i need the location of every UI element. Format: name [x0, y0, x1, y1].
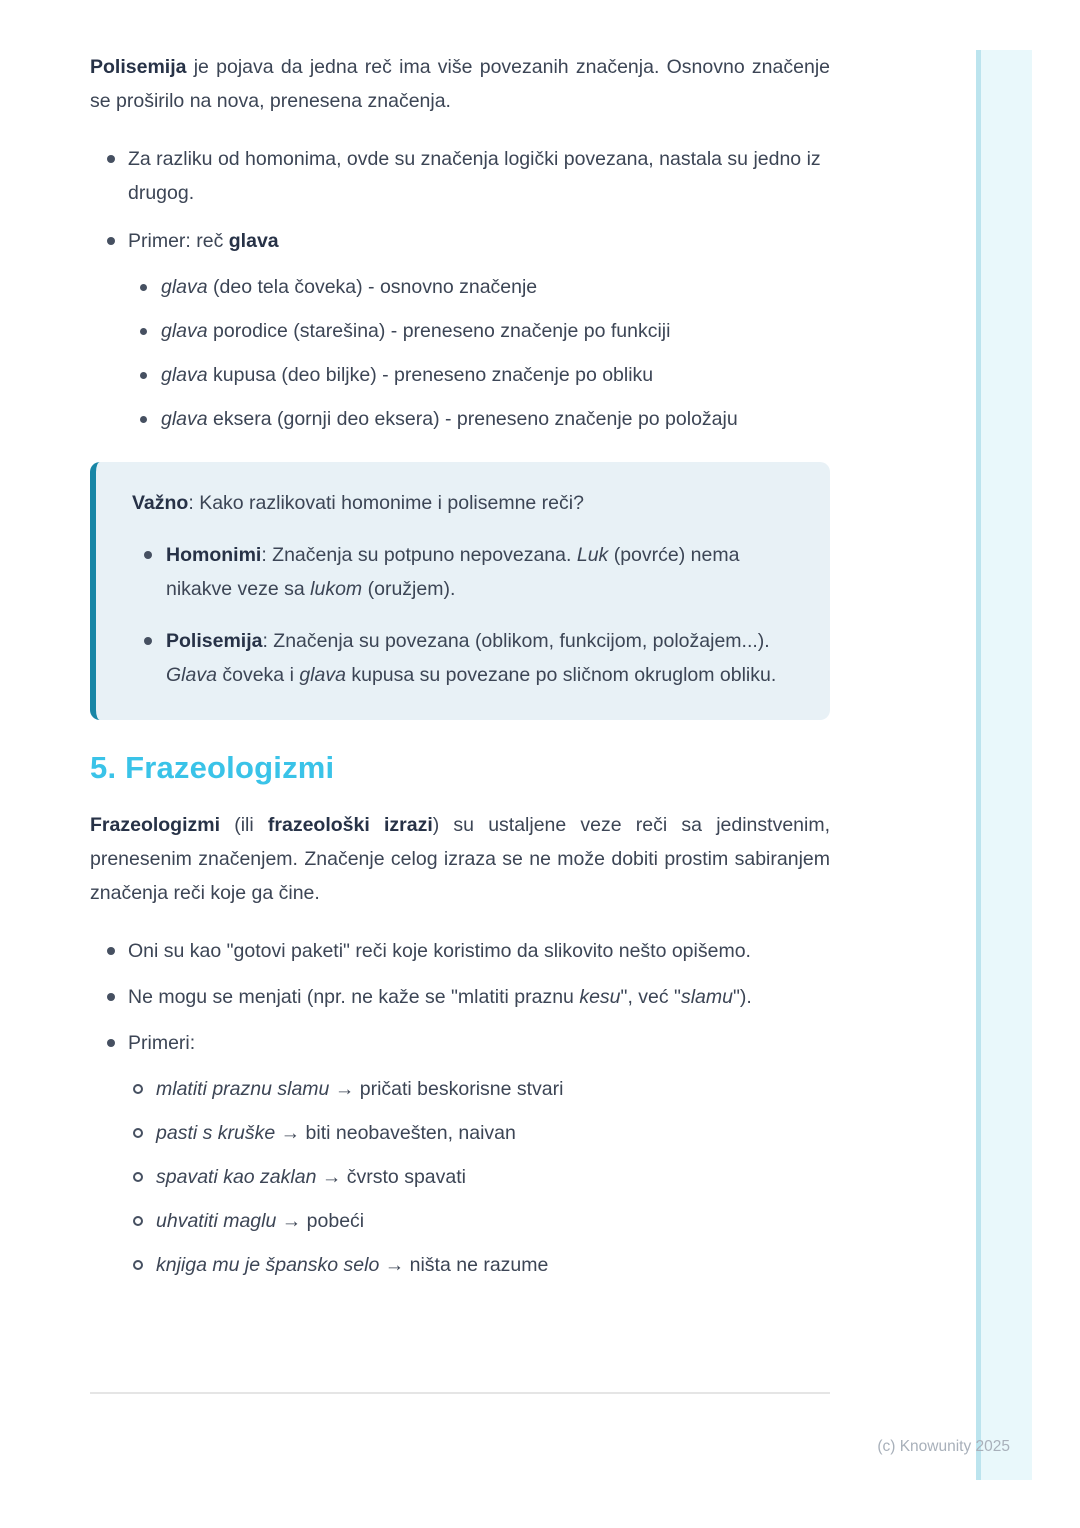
- list-item: [90, 224, 830, 258]
- list-item: [90, 1072, 830, 1106]
- bullet-icon: [144, 637, 152, 645]
- bullet-icon: [107, 1039, 115, 1047]
- list-item: [90, 358, 830, 392]
- callout-title: Važno: Kako razlikovati homonime i polisemne reči?: [132, 492, 584, 514]
- circle-bullet-icon: [133, 1216, 143, 1226]
- list-item: [90, 314, 830, 348]
- circle-bullet-icon: [133, 1172, 143, 1182]
- list-item-text: Primer: reč glava: [128, 230, 279, 252]
- list-item-text: Polisemija: Značenja su povezana (oblikom, funkcijom, položajem...). Glava čoveka i glava kupusa su povezane po sličnom okruglom obliku.: [166, 630, 777, 686]
- bullet-icon: [107, 155, 115, 163]
- list-item-text: glava porodice (starešina) - preneseno značenje po funkciji: [161, 320, 671, 342]
- list-item-text: glava kupusa (deo biljke) - preneseno značenje po obliku: [161, 364, 654, 386]
- list-item-text: uhvatiti maglu → pobeći: [156, 1210, 365, 1232]
- bullet-icon: [107, 993, 115, 1001]
- bullet-icon: [107, 947, 115, 955]
- list-item-text: spavati kao zaklan → čvrsto spavati: [156, 1166, 466, 1188]
- list-item-text: pasti s kruške → biti neobavešten, naivan: [156, 1122, 516, 1144]
- bullet-icon: [107, 237, 115, 245]
- intro-list: [90, 142, 830, 436]
- section-paragraph: Frazeologizmi (ili frazeološki izrazi) su ustaljene veze reči sa jedinstvenim, prenesenim značenjem. Značenje celog izraza se ne može dobiti prostim sabiranjem značenja reči koje ga čine.: [90, 814, 830, 904]
- bullet-icon: [140, 416, 147, 423]
- list-item-text: Oni su kao "gotovi paketi" reči koje koristimo da slikovito nešto opišemo.: [128, 940, 751, 962]
- bullet-icon: [140, 328, 147, 335]
- circle-bullet-icon: [133, 1260, 143, 1270]
- list-item-text: mlatiti praznu slamu → pričati beskorisne stvari: [156, 1078, 564, 1100]
- document-page: [90, 0, 830, 1282]
- footer-copyright: (c) Knowunity 2025: [877, 1438, 1010, 1455]
- important-callout: [90, 462, 830, 720]
- list-item: [132, 538, 790, 606]
- intro-paragraph: Polisemija je pojava da jedna reč ima više povezanih značenja. Osnovno značenje se proširilo na nova, prenesena značenja.: [90, 56, 830, 112]
- list-item-text: Homonimi: Značenja su potpuno nepovezana. Luk (povrće) nema nikakve veze sa lukom (oružjem).: [166, 544, 740, 600]
- bullet-icon: [140, 372, 147, 379]
- list-item-text: Ne mogu se menjati (npr. ne kaže se "mlatiti praznu kesu", već "slamu").: [128, 986, 752, 1008]
- list-item: [90, 402, 830, 436]
- list-item: [132, 624, 790, 692]
- section-list: [90, 934, 830, 1282]
- list-item: [90, 1248, 830, 1282]
- examples-sublist: [90, 1072, 830, 1282]
- list-item-text: glava eksera (gornji deo eksera) - preneseno značenje po položaju: [161, 408, 738, 430]
- list-item-text: glava (deo tela čoveka) - osnovno značenje: [161, 276, 538, 298]
- list-item: [90, 1026, 830, 1060]
- list-item-text: knjiga mu je špansko selo → ništa ne razume: [156, 1254, 549, 1276]
- circle-bullet-icon: [133, 1084, 143, 1094]
- list-item: [90, 934, 830, 968]
- list-item-text: Za razliku od homonima, ovde su značenja logički povezana, nastala su jedno iz drugog.: [128, 148, 821, 204]
- circle-bullet-icon: [133, 1128, 143, 1138]
- list-item: [90, 142, 830, 210]
- list-item: [90, 980, 830, 1014]
- divider: [90, 1392, 830, 1394]
- bullet-icon: [144, 551, 152, 559]
- bullet-icon: [140, 284, 147, 291]
- list-item: [90, 1204, 830, 1238]
- section-heading: 5. Frazeologizmi: [90, 750, 335, 785]
- list-item: [90, 270, 830, 304]
- list-item: [90, 1116, 830, 1150]
- list-item: [90, 1160, 830, 1194]
- decorative-right-stripe: [976, 50, 1032, 1480]
- list-item-text: Primeri:: [128, 1032, 196, 1054]
- intro-sublist: [90, 270, 830, 436]
